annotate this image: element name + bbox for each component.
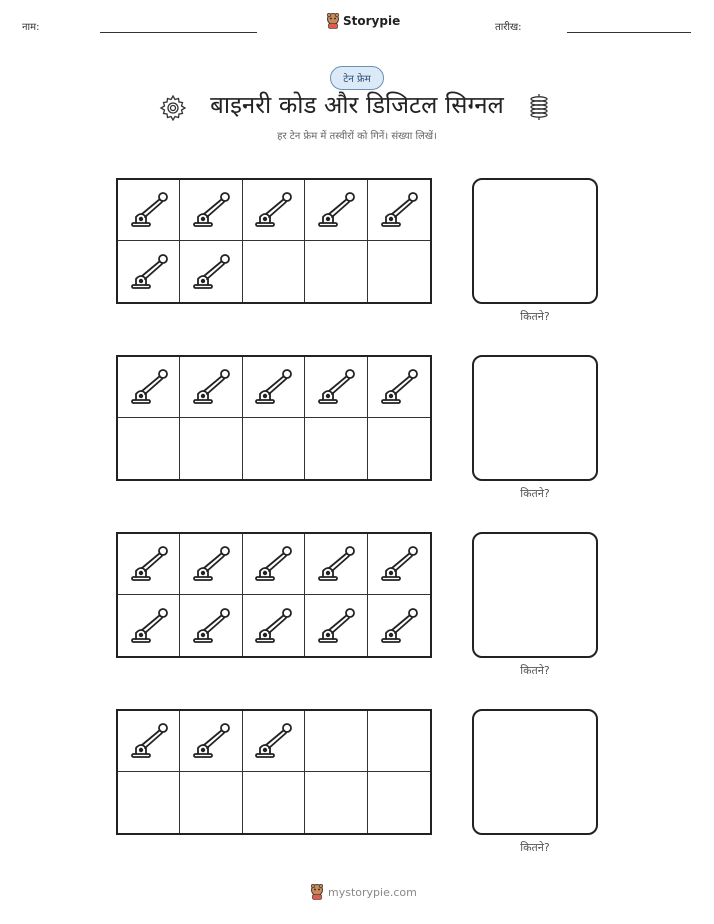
answer-box[interactable]	[472, 178, 598, 304]
storypie-mascot-icon	[326, 13, 340, 29]
ten-frame-cell	[180, 772, 242, 833]
lever-switch-icon	[315, 543, 357, 585]
ten-frame-cell	[305, 711, 367, 772]
ten-frame-cell	[243, 180, 305, 241]
ten-frame-cell	[180, 180, 242, 241]
spring-icon	[528, 93, 550, 121]
ten-frame-cell	[243, 357, 305, 418]
lever-switch-icon	[128, 189, 170, 231]
name-line[interactable]	[100, 32, 257, 33]
lever-switch-icon	[128, 543, 170, 585]
ten-frame-cell	[305, 241, 367, 302]
ten-frame	[116, 709, 432, 835]
lever-switch-icon	[378, 605, 420, 647]
date-line[interactable]	[567, 32, 691, 33]
answer-label: कितने?	[520, 841, 550, 854]
lever-switch-icon	[315, 605, 357, 647]
ten-frame-cell	[368, 772, 430, 833]
lever-switch-icon	[252, 189, 294, 231]
lever-switch-icon	[190, 605, 232, 647]
ten-frame	[116, 178, 432, 304]
answer-box[interactable]	[472, 709, 598, 835]
lever-switch-icon	[252, 543, 294, 585]
page-title: बाइनरी कोड और डिजिटल सिग्नल	[210, 91, 504, 119]
ten-frame-cell	[305, 772, 367, 833]
ten-frame-cell	[180, 357, 242, 418]
date-label: तारीख:	[495, 22, 522, 33]
ten-frame-cell	[368, 418, 430, 479]
topic-badge: टेन फ्रेम	[330, 66, 384, 90]
ten-frame-cell	[118, 772, 180, 833]
ten-frame-cell	[118, 418, 180, 479]
ten-frame-cell	[243, 595, 305, 656]
lever-switch-icon	[128, 366, 170, 408]
lever-switch-icon	[252, 605, 294, 647]
ten-frame-cell	[243, 241, 305, 302]
brand-logo	[326, 13, 400, 29]
ten-frame-cell	[243, 711, 305, 772]
ten-frame-cell	[368, 241, 430, 302]
ten-frame-cell	[118, 357, 180, 418]
answer-label: कितने?	[520, 310, 550, 323]
ten-frame-cell	[118, 595, 180, 656]
ten-frame-cell	[305, 595, 367, 656]
lever-switch-icon	[128, 720, 170, 762]
lever-switch-icon	[128, 605, 170, 647]
ten-frame-cell	[180, 711, 242, 772]
ten-frame-cell	[180, 241, 242, 302]
lever-switch-icon	[378, 543, 420, 585]
instruction-text: हर टेन फ्रेम में तस्वीरों को गिनें। संख्या लिखें।	[277, 131, 437, 142]
ten-frame-cell	[118, 180, 180, 241]
ten-frame-cell	[368, 711, 430, 772]
footer	[310, 884, 417, 900]
footer-url: mystorypie.com	[328, 885, 417, 899]
lever-switch-icon	[190, 251, 232, 293]
ten-frame-cell	[118, 241, 180, 302]
ten-frame-cell	[180, 595, 242, 656]
lever-switch-icon	[315, 189, 357, 231]
lever-switch-icon	[315, 366, 357, 408]
ten-frame-cell	[305, 418, 367, 479]
storypie-mascot-icon	[310, 884, 324, 900]
lever-switch-icon	[128, 251, 170, 293]
ten-frame-cell	[368, 180, 430, 241]
ten-frame-cell	[180, 534, 242, 595]
ten-frame-cell	[368, 595, 430, 656]
lever-switch-icon	[252, 720, 294, 762]
name-label: नाम:	[22, 22, 40, 33]
ten-frame-cell	[368, 534, 430, 595]
ten-frame-cell	[305, 534, 367, 595]
answer-box[interactable]	[472, 532, 598, 658]
answer-label: कितने?	[520, 664, 550, 677]
lever-switch-icon	[190, 543, 232, 585]
ten-frame	[116, 355, 432, 481]
answer-label: कितने?	[520, 487, 550, 500]
brand-name: Storypie	[343, 14, 401, 28]
lever-switch-icon	[190, 366, 232, 408]
ten-frame-cell	[180, 418, 242, 479]
ten-frame-cell	[118, 534, 180, 595]
ten-frame-cell	[368, 357, 430, 418]
ten-frame	[116, 532, 432, 658]
lever-switch-icon	[190, 189, 232, 231]
ten-frame-cell	[243, 418, 305, 479]
lever-switch-icon	[190, 720, 232, 762]
lever-switch-icon	[378, 189, 420, 231]
lever-switch-icon	[378, 366, 420, 408]
ten-frame-cell	[243, 534, 305, 595]
ten-frame-cell	[118, 711, 180, 772]
lever-switch-icon	[252, 366, 294, 408]
ten-frame-cell	[243, 772, 305, 833]
ten-frame-cell	[305, 357, 367, 418]
answer-box[interactable]	[472, 355, 598, 481]
ten-frame-cell	[305, 180, 367, 241]
